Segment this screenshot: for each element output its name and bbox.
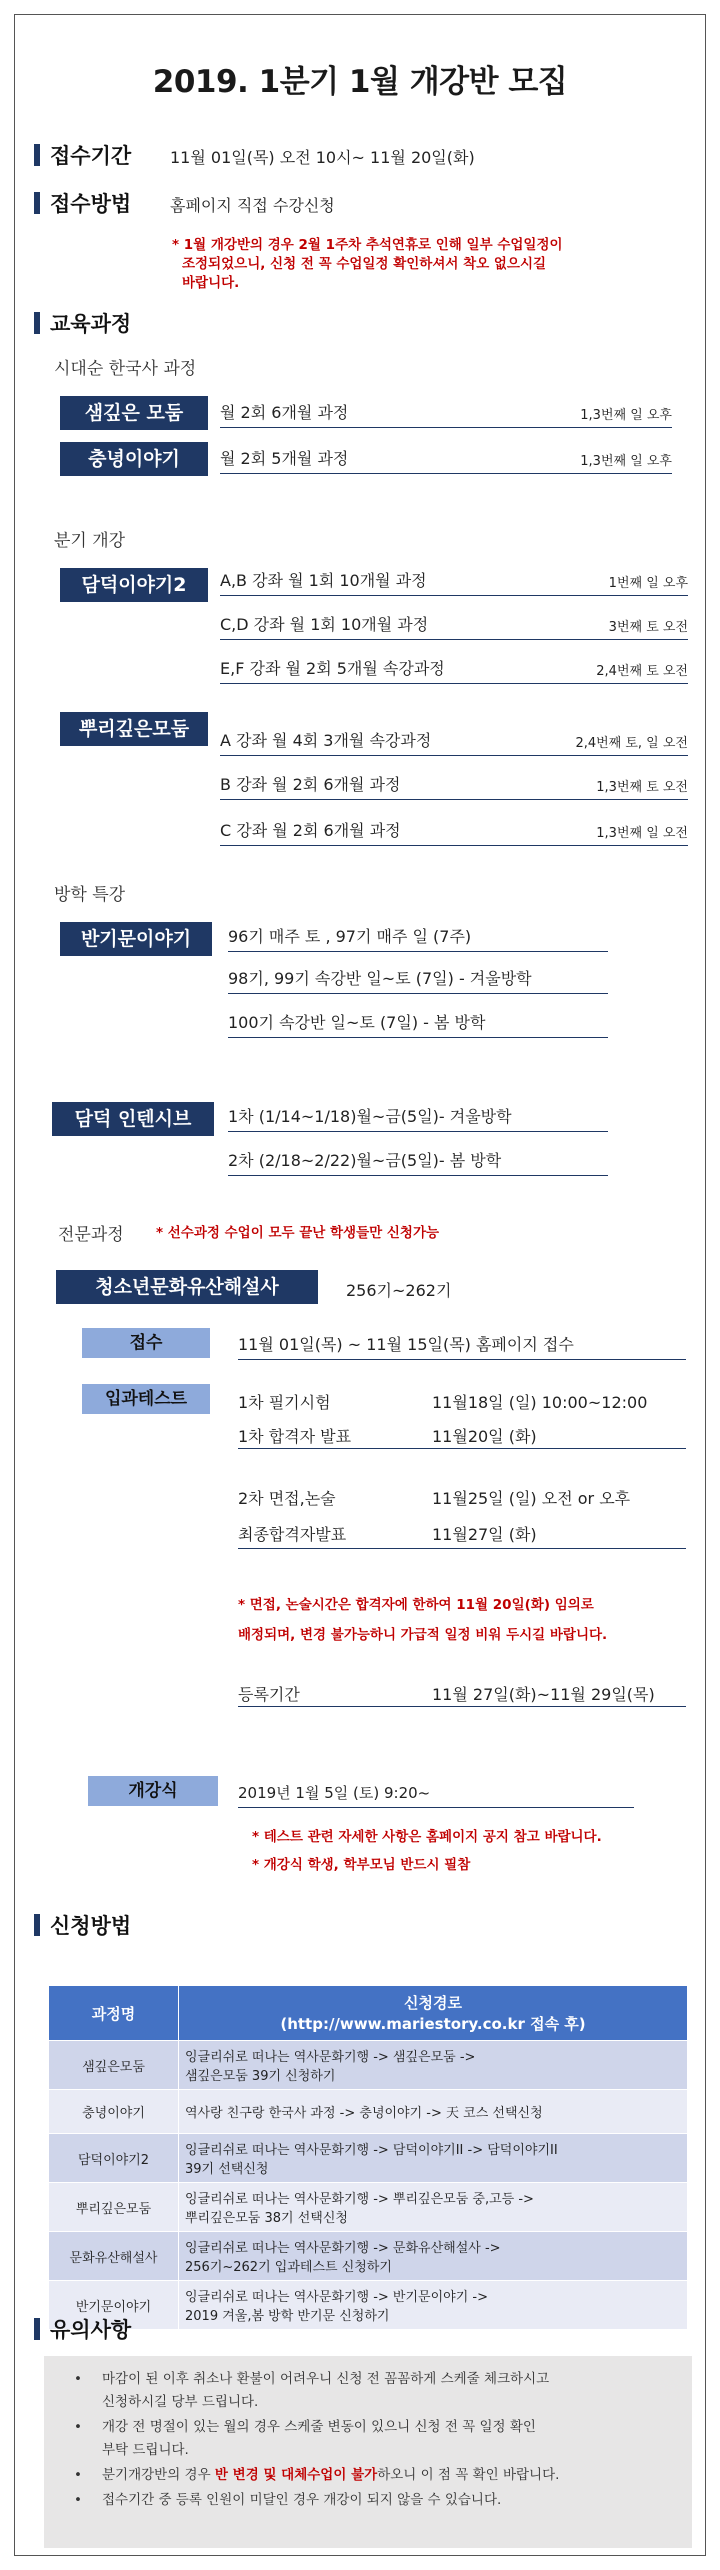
notice-line: 부탁 드립니다. bbox=[102, 2442, 189, 2458]
table-row bbox=[49, 2134, 688, 2183]
vacation-row: 1차 (1/14~1/18)월~금(5일)- 겨울방학 bbox=[228, 1104, 608, 1132]
notice-heading bbox=[34, 2314, 131, 2344]
list-item bbox=[74, 2489, 674, 2512]
test-note-part: 임의로 bbox=[550, 1597, 594, 1613]
course-row bbox=[220, 770, 688, 800]
professional-note: * 선수과정 수업이 모두 끝난 학생들만 신청가능 bbox=[156, 1225, 440, 1241]
vacation-label: 방학 특강 bbox=[54, 885, 126, 905]
apply-route-line: 역사랑 친구랑 한국사 과정 -> 충녕이야기 -> 天 코스 선택신청 bbox=[185, 2106, 543, 2121]
notice-box bbox=[44, 2356, 692, 2548]
reception-period-value: 11월 01일(목) 오전 10시~ 11월 20일(화) bbox=[170, 148, 475, 167]
footnote: * 개강식 학생, 학부모님 반드시 필참 bbox=[252, 1857, 471, 1873]
test-item-value: 11월18일 (일) 10:00~12:00 bbox=[432, 1393, 648, 1412]
courses-heading bbox=[34, 308, 131, 338]
course-desc: B 강좌 월 2회 6개월 과정 bbox=[220, 775, 401, 794]
course-schedule: 1번째 일 오후 bbox=[608, 576, 688, 591]
apply-course: 담덕이야기2 bbox=[49, 2134, 179, 2183]
heading-bar bbox=[34, 2318, 40, 2340]
course-row bbox=[220, 726, 688, 756]
course-schedule: 2,4번째 토, 일 오전 bbox=[575, 736, 688, 751]
apply-route-line: 샘깊은모둠 39기 신청하기 bbox=[185, 2069, 336, 2084]
test-note-line: 배정되며, 변경 불가능하니 가급적 일정 비워 두시길 바랍니다. bbox=[238, 1627, 608, 1643]
course-schedule: 1,3번째 일 오후 bbox=[580, 454, 672, 469]
apply-route-line: 잉글리쉬로 떠나는 역사문화기행 -> 샘깊은모둠 -> bbox=[185, 2050, 476, 2065]
apply-route-line: 잉글리쉬로 떠나는 역사문화기행 -> 담덕이야기II -> 담덕이야기II bbox=[185, 2143, 558, 2158]
vacation-row: 2차 (2/18~2/22)월~금(5일)- 봄 방학 bbox=[228, 1148, 608, 1176]
course-row bbox=[220, 654, 688, 684]
test-item-value: 11월20일 (화) bbox=[432, 1427, 537, 1446]
course-tag-heritage: 청소년문화유산해설사 bbox=[56, 1270, 318, 1304]
apply-table-header bbox=[49, 1986, 688, 2041]
apply-route bbox=[179, 2041, 688, 2090]
table-row bbox=[49, 2183, 688, 2232]
apply-header-course: 과정명 bbox=[49, 1986, 179, 2041]
reception-period-label: 접수기간 bbox=[50, 144, 132, 168]
course-desc: 월 2회 5개월 과정 bbox=[220, 449, 349, 468]
reception-note-line: * 1월 개강반의 경우 2월 1주차 추석연휴로 인해 일부 수업일정이 bbox=[172, 237, 563, 253]
notice-list bbox=[44, 2356, 692, 2512]
course-schedule: 1,3번째 일 오후 bbox=[580, 408, 672, 423]
apply-course: 뿌리깊은모둠 bbox=[49, 2183, 179, 2232]
apply-header-route-url: (http://www.mariestory.co.kr 접속 후) bbox=[280, 2015, 586, 2033]
vacation-row: 100기 속강반 일~토 (7일) - 봄 방학 bbox=[228, 1010, 608, 1038]
apply-route-line: 39기 선택신청 bbox=[185, 2162, 269, 2177]
apply-route bbox=[179, 2232, 688, 2281]
apply-route bbox=[179, 2183, 688, 2232]
course-desc: A 강좌 월 4회 3개월 속강과정 bbox=[220, 731, 432, 750]
course-tag-ppuri: 뿌리깊은모둠 bbox=[60, 712, 208, 746]
bullet-icon: • bbox=[74, 2467, 82, 2483]
course-schedule: 1,3번째 일 오전 bbox=[596, 826, 688, 841]
course-desc: C,D 강좌 월 1회 10개월 과정 bbox=[220, 615, 429, 634]
apply-header-route-title: 신청경로 bbox=[404, 1994, 462, 2012]
table-row bbox=[49, 2090, 688, 2134]
list-item bbox=[74, 2368, 674, 2414]
table-row bbox=[49, 2281, 688, 2330]
apply-course: 문화유산해설사 bbox=[49, 2232, 179, 2281]
apply-header-route bbox=[179, 1986, 688, 2041]
test-note-date: 11월 20일(화) bbox=[456, 1597, 551, 1613]
apply-route-line: 잉글리쉬로 떠나는 역사문화기행 -> 반기문이야기 -> bbox=[185, 2290, 488, 2305]
notice-line: 접수기간 중 등록 인원이 미달인 경우 개강이 되지 않을 수 있습니다. bbox=[102, 2492, 502, 2508]
reception-method-heading bbox=[34, 188, 131, 218]
bullet-icon: • bbox=[74, 2492, 82, 2508]
heritage-test-tag: 입과테스트 bbox=[82, 1384, 210, 1414]
course-desc: C 강좌 월 2회 6개월 과정 bbox=[220, 821, 401, 840]
apply-label: 신청방법 bbox=[50, 1914, 132, 1938]
heading-bar bbox=[34, 1914, 40, 1936]
notice-label: 유의사항 bbox=[50, 2318, 132, 2342]
registration-key: 등록기간 bbox=[238, 1685, 300, 1704]
test-item-value: 11월27일 (화) bbox=[432, 1525, 537, 1544]
heritage-reception-tag: 접수 bbox=[82, 1328, 210, 1358]
course-row bbox=[220, 610, 688, 640]
course-schedule: 3번째 토 오전 bbox=[608, 620, 688, 635]
test-item-key: 최종합격자발표 bbox=[238, 1525, 347, 1544]
heading-bar bbox=[34, 144, 40, 166]
notice-text: 분기개강반의 경우 bbox=[102, 2467, 215, 2483]
test-item-key: 1차 필기시험 bbox=[238, 1393, 331, 1412]
courses-label: 교육과정 bbox=[50, 312, 132, 336]
bullet-icon: • bbox=[74, 2419, 82, 2435]
quarterly-label: 분기 개강 bbox=[54, 531, 126, 551]
course-tag-damdeok2: 담덕이야기2 bbox=[60, 568, 208, 602]
apply-course: 반기문이야기 bbox=[49, 2281, 179, 2330]
reception-method-label: 접수방법 bbox=[50, 192, 132, 216]
course-tag-samgipeun: 샘깊은 모둠 bbox=[60, 396, 208, 430]
professional-label: 전문과정 bbox=[58, 1225, 124, 1245]
registration-value: 11월 27일(화)~11월 29일(목) bbox=[432, 1685, 655, 1704]
test-note-part: * 면접, 논술시간은 합격자에 한하여 bbox=[238, 1597, 457, 1613]
test-divider bbox=[238, 1548, 686, 1549]
course-schedule: 2,4번째 토 오전 bbox=[596, 664, 688, 679]
reception-note-line: 조정되었으니, 신청 전 꼭 수업일정 확인하셔서 착오 없으시길 bbox=[182, 256, 547, 272]
course-row bbox=[220, 444, 672, 474]
apply-course: 충녕이야기 bbox=[49, 2090, 179, 2134]
page-title: 2019. 1분기 1월 개강반 모집 bbox=[152, 64, 568, 100]
notice-line: 신청하시길 당부 드립니다. bbox=[102, 2394, 259, 2410]
course-row bbox=[220, 398, 672, 428]
reception-note-line: 바랍니다. bbox=[182, 275, 240, 291]
list-item bbox=[74, 2464, 674, 2487]
footnote: * 테스트 관련 자세한 사항은 홈페이지 공지 참고 바랍니다. bbox=[252, 1829, 602, 1845]
bullet-icon: • bbox=[74, 2371, 82, 2387]
test-divider bbox=[238, 1448, 686, 1449]
test-item-value: 11월25일 (일) 오전 or 오후 bbox=[432, 1489, 631, 1508]
apply-route-line: 잉글리쉬로 떠나는 역사문화기행 -> 뿌리깊은모둠 중,고등 -> bbox=[185, 2192, 534, 2207]
opening-tag: 개강식 bbox=[88, 1776, 218, 1806]
apply-route-line: 뿌리깊은모둠 38기 선택신청 bbox=[185, 2211, 348, 2226]
chronological-label: 시대순 한국사 과정 bbox=[54, 359, 197, 379]
test-item-key: 2차 면접,논술 bbox=[238, 1489, 336, 1508]
heritage-period: 256기~262기 bbox=[346, 1281, 452, 1300]
list-item bbox=[74, 2416, 674, 2462]
course-tag-chungnyeong: 충녕이야기 bbox=[60, 442, 208, 476]
notice-line: 마감이 된 이후 취소나 환불이 어려우니 신청 전 꼼꼼하게 스케줄 체크하시고 bbox=[102, 2371, 550, 2387]
apply-route bbox=[179, 2090, 688, 2134]
test-item-key: 1차 합격자 발표 bbox=[238, 1427, 352, 1446]
table-row bbox=[49, 2041, 688, 2090]
course-desc: A,B 강좌 월 1회 10개월 과정 bbox=[220, 571, 427, 590]
apply-route bbox=[179, 2134, 688, 2183]
course-desc: 월 2회 6개월 과정 bbox=[220, 403, 349, 422]
apply-heading bbox=[34, 1910, 131, 1940]
reception-method-value: 홈페이지 직접 수강신청 bbox=[170, 196, 335, 215]
course-tag-damdeok-intensive: 담덕 인텐시브 bbox=[52, 1102, 214, 1136]
apply-course: 샘깊은모둠 bbox=[49, 2041, 179, 2090]
notice-emphasis: 반 변경 및 대체수업이 불가 bbox=[214, 2467, 378, 2483]
heading-bar bbox=[34, 312, 40, 334]
heading-bar bbox=[34, 192, 40, 214]
test-note bbox=[238, 1590, 688, 1650]
course-tag-bangimun: 반기문이야기 bbox=[60, 922, 212, 956]
notice-line: 개강 전 명절이 있는 월의 경우 스케줄 변동이 있으니 신청 전 꼭 일정 확인 bbox=[102, 2419, 536, 2435]
vacation-row: 98기, 99기 속강반 일~토 (7일) - 겨울방학 bbox=[228, 966, 608, 994]
apply-route bbox=[179, 2281, 688, 2330]
course-schedule: 1,3번째 토 오전 bbox=[596, 780, 688, 795]
reception-note bbox=[172, 236, 652, 293]
opening-value: 2019년 1월 5일 (토) 9:20~ bbox=[238, 1782, 634, 1808]
apply-table bbox=[48, 1985, 688, 2330]
registration-divider bbox=[238, 1706, 686, 1707]
apply-route-line: 잉글리쉬로 떠나는 역사문화기행 -> 문화유산해설사 -> bbox=[185, 2241, 501, 2256]
course-desc: E,F 강좌 월 2회 5개월 속강과정 bbox=[220, 659, 445, 678]
course-row bbox=[220, 816, 688, 846]
reception-period-heading bbox=[34, 140, 131, 170]
heritage-reception-value: 11월 01일(목) ~ 11월 15일(목) 홈페이지 접수 bbox=[238, 1332, 686, 1360]
table-row bbox=[49, 2232, 688, 2281]
apply-route-line: 2019 겨울,봄 방학 반기문 신청하기 bbox=[185, 2309, 390, 2324]
apply-route-line: 256기~262기 입과테스트 신청하기 bbox=[185, 2260, 392, 2275]
vacation-row: 96기 매주 토 , 97기 매주 일 (7주) bbox=[228, 924, 608, 952]
notice-text: 하오니 이 점 꼭 확인 바랍니다. bbox=[377, 2467, 560, 2483]
course-row bbox=[220, 566, 688, 596]
